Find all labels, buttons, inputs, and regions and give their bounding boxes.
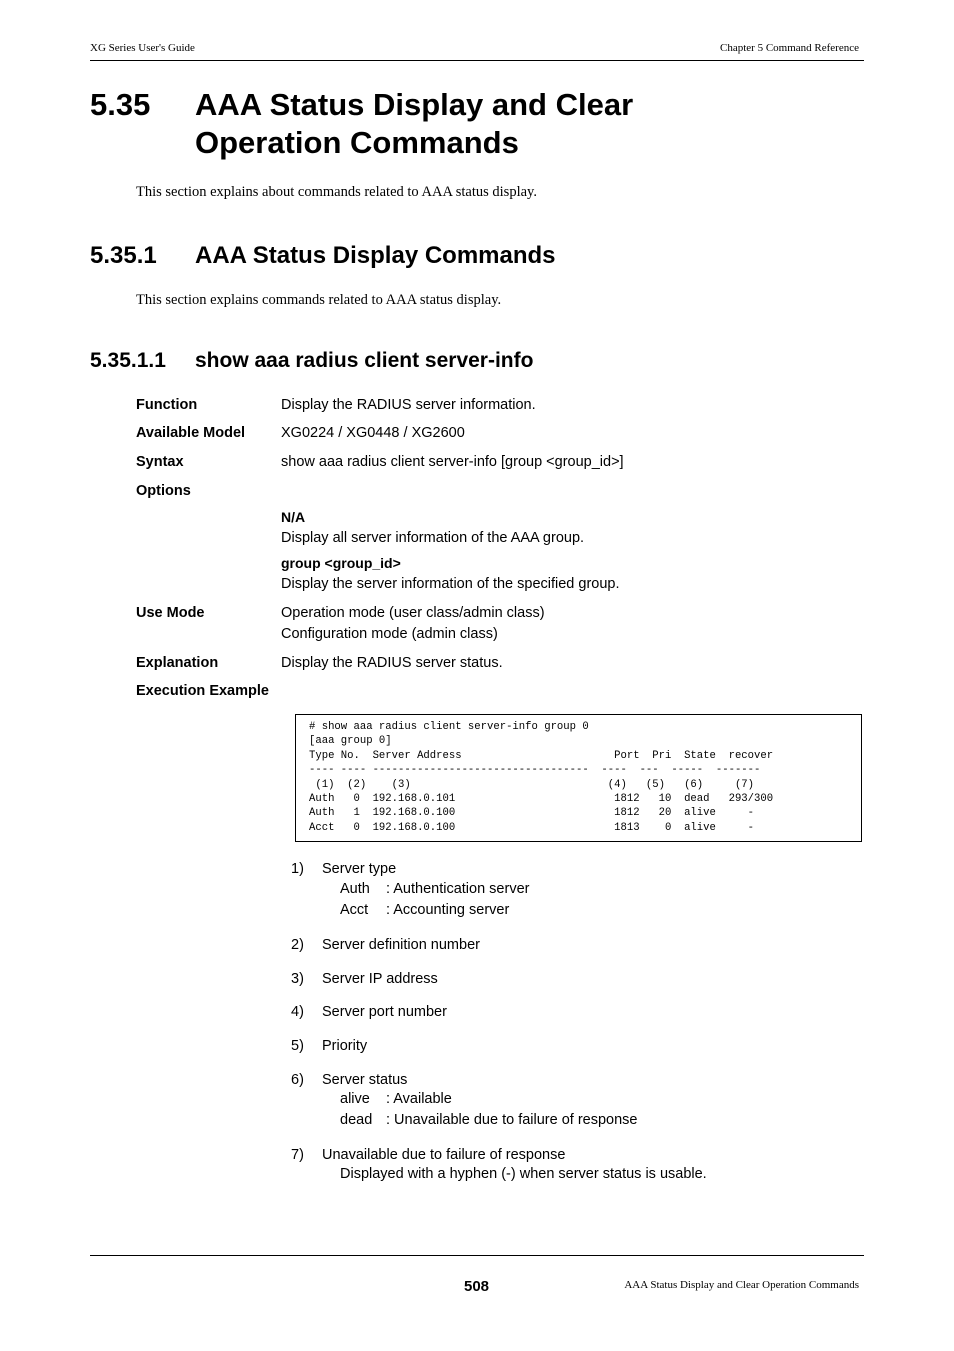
explanation-label: Explanation (136, 655, 219, 671)
section-number: 5.35 (90, 87, 151, 122)
usemode-value1: Operation mode (user class/admin class) (281, 605, 545, 621)
example-label: Execution Example (136, 683, 269, 699)
running-header-right: Chapter 5 Command Reference (720, 42, 859, 54)
usemode-label: Use Mode (136, 605, 205, 621)
legend-item-1: Server type (322, 861, 397, 877)
legend-number-1: 1) (291, 861, 304, 877)
running-header-left: XG Series User's Guide (90, 42, 195, 54)
legend-1-value-acct: : Accounting server (386, 902, 510, 918)
legend-number-4: 4) (291, 1004, 304, 1020)
section-intro: This section explains about commands related to AAA status display. (136, 184, 537, 200)
legend-1-value-auth: : Authentication server (386, 881, 530, 897)
legend-item-6: Server status (322, 1072, 408, 1088)
option1-desc: Display all server information of the AAA group. (281, 530, 585, 546)
legend-item-3: Server IP address (322, 971, 438, 987)
legend-6-key-dead: dead (340, 1112, 373, 1128)
legend-number-6: 6) (291, 1072, 304, 1088)
legend-6-value-alive: : Available (386, 1091, 452, 1107)
execution-example-code: # show aaa radius client server-info group 0 [aaa group 0] Type No. Server Address Port Pri State recover ---- ---- ---------------------------------- ---- --- ----- ------- (1) (2) (3) (4) (5) (6) (7) Auth 0 192.168.0.101 1812 10 dead 293/300 Auth 1 192.168.0.100 1812 20 alive - Acct 0 192.168.0.100 1813 0 alive - (309, 721, 774, 834)
option2-name: group <group_id> (281, 555, 401, 571)
model-label: Available Model (136, 425, 246, 441)
function-value: Display the RADIUS server information. (281, 397, 536, 413)
footer-rule (90, 1255, 864, 1256)
legend-item-2: Server definition number (322, 937, 480, 953)
options-label: Options (136, 483, 191, 499)
legend-1-key-auth: Auth (340, 881, 370, 897)
legend-number-3: 3) (291, 971, 304, 987)
header-rule (90, 60, 864, 61)
section-title-line2: Operation Commands (195, 125, 519, 160)
option2-desc: Display the server information of the specified group. (281, 576, 620, 592)
function-label: Function (136, 397, 198, 413)
running-footer-right: AAA Status Display and Clear Operation Commands (624, 1279, 859, 1291)
subsubsection-title: show aaa radius client server-info (195, 349, 534, 372)
legend-item-5: Priority (322, 1038, 368, 1054)
subsection-title: AAA Status Display Commands (195, 242, 556, 269)
legend-1-key-acct: Acct (340, 902, 369, 918)
page-number: 508 (464, 1278, 490, 1295)
legend-number-5: 5) (291, 1038, 304, 1054)
option1-name: N/A (281, 509, 306, 525)
syntax-label: Syntax (136, 454, 184, 470)
legend-number-7: 7) (291, 1147, 304, 1163)
subsection-intro: This section explains commands related to AAA status display. (136, 292, 502, 308)
explanation-value: Display the RADIUS server status. (281, 655, 503, 671)
legend-7-description: Displayed with a hyphen (-) when server status is usable. (340, 1166, 707, 1182)
subsection-number: 5.35.1 (90, 242, 157, 269)
subsubsection-number: 5.35.1.1 (90, 349, 166, 372)
model-value: XG0224 / XG0448 / XG2600 (281, 425, 465, 441)
syntax-value: show aaa radius client server-info [group <group_id>] (281, 454, 624, 470)
usemode-value2: Configuration mode (admin class) (281, 626, 498, 642)
legend-number-2: 2) (291, 937, 304, 953)
section-title-line1: AAA Status Display and Clear (195, 87, 634, 122)
execution-example-box (295, 714, 862, 842)
legend-6-key-alive: alive (340, 1091, 370, 1107)
legend-6-value-dead: : Unavailable due to failure of response (386, 1112, 638, 1128)
legend-item-7: Unavailable due to failure of response (322, 1147, 566, 1163)
legend-item-4: Server port number (322, 1004, 447, 1020)
